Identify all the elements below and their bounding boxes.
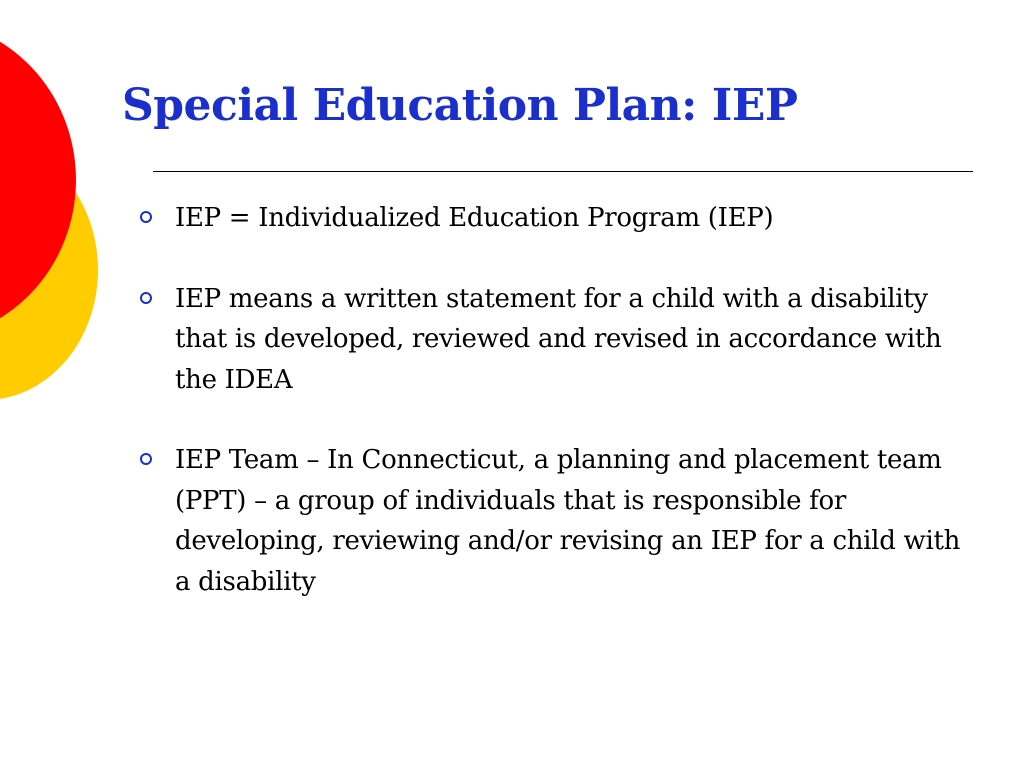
- bullet-text: IEP means a written statement for a child with a disability that is developed, reviewed and revised in accordance with the IDEA: [175, 283, 942, 395]
- bullet-list: [138, 198, 978, 602]
- bullet-item: [138, 198, 978, 239]
- hollow-circle-icon: [140, 211, 152, 223]
- bullet-item: [138, 279, 978, 401]
- hollow-circle-icon: [140, 292, 152, 304]
- bullet-text: IEP = Individualized Education Program (IEP): [175, 203, 774, 233]
- bullet-text: IEP Team – In Connecticut, a planning and placement team (PPT) – a group of individuals that is responsible for developing, reviewing and/or revising an IEP for a child with a disability: [175, 445, 961, 597]
- title-divider: [153, 171, 973, 172]
- slide-title: Special Education Plan: IEP: [122, 80, 798, 131]
- hollow-circle-icon: [140, 453, 152, 465]
- bullet-item: [138, 440, 978, 602]
